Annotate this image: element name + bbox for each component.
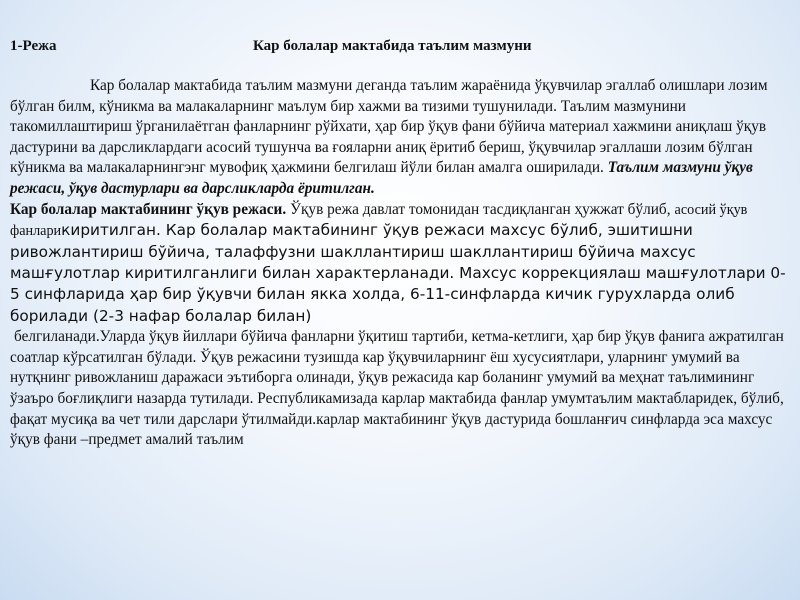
slide-title: Кар болалар мактабида таълим мазмуни [253,38,532,54]
curriculum-sans-text: киритилган. Кар болалар мактабининг ўқув режаси махсус бўлиб, эшитишни ривожлантириш бўйича, талаффузни шакллантириш шакллантириш бўйича махсус машғулотлар киритилганлиги билан характерланади. Махсус коррекциялаш машғулотлари 0-5 синфларида ҳар бир ўқувчи билан якка холда, 6-11-синфларда кичик гурухларда олиб борилади (2-3 нафар болалар билан) [10,221,786,325]
details-text: белгиланади.Уларда ўқув йиллари бўйича фанларни ўқитиш тартиби, кетма-кетлиги, ҳар бир ўқув фанига ажратилган соатлар кўрсатилган бўлади. Ўқув режасини тузишда кар ўқувчиларнинг ёш хусусиятлари, уларнинг умумий ва нутқнинг ривожланиш даражаси эътиборга олинади, ўқув режасида кар боланинг умумий ва меҳнат таълимининг ўзаъро боғлиқлиги назарда тутилади. Республикамизада карлар мактабида фанлар умумтаълим мактабларидек, бўлиб, фақат мусиқа ва чет тили дарслари ўтилмайди.карлар мактабининг ўқув дастурида бошланғич синфларда эса махсус ўқув фани –предмет амалий таълим [10,328,784,449]
paragraph-curriculum [10,200,792,328]
intro-text: Кар болалар мактабида таълим мазмуни деганда таълим жараёнида ўқувчилар эгаллаб олишлари лозим бўлган билм, кўникма ва малакаларнинг маълум бир хажми ва тизими тушунилади. Таълим мазмунини такомиллаштириш ўрганилаётган фанларнинг рўйхати, ҳар бир ўқув фани бўйича материал хажмини аниқлаш ўқув дастурини ва дарсликлардаги асосий тушунча ва ғояларни аниқ ёритиб бериш, ўқувчилар эгаллаши лозим бўлган кўникма ва малакаларнингэнг мувофиқ ҳажмини белгилаш йўли билан амалга оширилади. [10,77,768,177]
paragraph-details [10,327,792,451]
curriculum-lead: Кар болалар мактабининг ўқув режаси. [10,200,287,218]
plan-number: 1-Режа [10,38,57,54]
curriculum-serif-text: Ўқув режа давлат томонидан тасдиқланган ҳужжат бўлиб, [290,200,671,218]
intro-emphasis: Таълим мазмуни ўқув режаси, ўқув дастурлари ва дарсликларда ёритилган. [10,159,753,197]
curriculum-small-text: асосий ўқув фанлари [10,201,748,240]
slide-header [10,38,790,60]
paragraph-intro [10,76,792,200]
slide-body [10,76,792,451]
